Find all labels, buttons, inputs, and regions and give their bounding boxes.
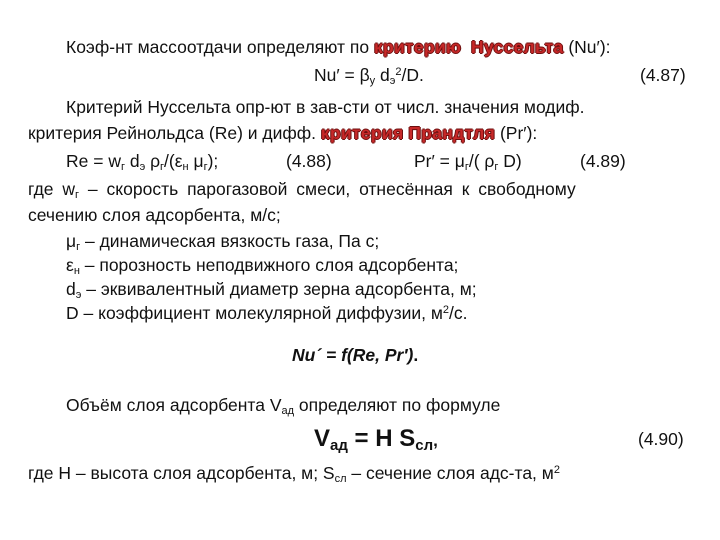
- def-sub: э: [75, 289, 82, 301]
- eq-text: Nu′ = β: [314, 65, 370, 85]
- volume-text: определяют по формуле: [294, 395, 501, 415]
- paragraph-line: [28, 122, 537, 144]
- def-text: – порозность неподвижного слоя адсорбента;: [79, 255, 459, 275]
- highlight-term: Прандтля: [408, 123, 496, 143]
- definition-mu: [66, 230, 379, 252]
- def-text: – динамическая вязкость газа, Па с;: [80, 231, 380, 251]
- paragraph-line: Критерий Нуссельта опр-ют в зав-сти от числ. значения модиф.: [66, 97, 585, 117]
- eq-text: /D.: [401, 65, 424, 85]
- def-text: – скорость парогазовой смеси, отнесённая к свободному: [79, 179, 576, 199]
- volume-text: Объём слоя адсорбента V: [66, 395, 282, 415]
- eq-sub: н: [182, 161, 189, 173]
- equation-4-90: [314, 424, 438, 456]
- eq-sub: у: [369, 75, 376, 87]
- paragraph-text: (Pr′):: [495, 123, 538, 143]
- equation-number: (4.89): [580, 151, 626, 171]
- def-text: /с.: [449, 303, 468, 323]
- eq-sub: ад: [330, 437, 348, 454]
- intro-suffix: (Nu′):: [563, 37, 611, 57]
- func-rhs: f(Re, Pr′): [341, 345, 414, 365]
- def-symbol: ε: [66, 255, 74, 275]
- intro-text: Коэф-нт массоотдачи определяют по: [66, 37, 374, 57]
- equation-4-88: [66, 150, 218, 172]
- intro-line: [66, 36, 611, 58]
- highlight-term: критерия: [320, 123, 404, 143]
- paragraph-text: критерия Рейнольдса (Re) и дифф.: [28, 123, 321, 143]
- last-sub: сл: [334, 473, 347, 485]
- eq-sup: 2: [395, 66, 402, 78]
- function-relation: [292, 344, 418, 366]
- last-text: где H – высота слоя адсорбента, м; S: [28, 463, 335, 483]
- def-symbol: μ: [66, 231, 77, 251]
- eq-sub: сл: [415, 437, 434, 454]
- eq-sub: г: [120, 161, 125, 173]
- eq-text: /(ε: [164, 151, 183, 171]
- eq-sub: э: [389, 75, 396, 87]
- eq-text: = H S: [347, 425, 416, 452]
- definition-D: [66, 302, 468, 324]
- def-sub: н: [73, 265, 80, 277]
- eq-text: /( ρ: [468, 151, 495, 171]
- definition-w-line1: [28, 178, 686, 200]
- equation-number: (4.90): [638, 429, 684, 449]
- def-symbol: d: [66, 279, 76, 299]
- eq-text: μ: [188, 151, 204, 171]
- eq-text: D): [498, 151, 522, 171]
- eq-text: d: [375, 65, 390, 85]
- equation-4-89: [414, 150, 522, 172]
- equation-number: (4.88): [286, 151, 332, 171]
- def-text: D – коэффициент молекулярной диффузии, м: [66, 303, 443, 323]
- equation-number: (4.87): [640, 65, 686, 85]
- highlight-term: Нуссельта: [471, 37, 564, 57]
- eq-text: Pr′ = μ: [414, 151, 465, 171]
- volume-sub: ад: [281, 405, 295, 417]
- eq-sub: э: [139, 161, 146, 173]
- last-text: – сечение слоя адс-та, м: [346, 463, 554, 483]
- func-lhs: Nu´ =: [292, 345, 342, 365]
- definition-eps: [66, 254, 458, 276]
- def-sup: 2: [442, 304, 450, 316]
- eq-text: ,: [433, 431, 438, 450]
- eq-sub: г: [464, 161, 469, 173]
- last-sup: 2: [553, 464, 560, 476]
- volume-line: [66, 394, 500, 416]
- eq-text: d: [124, 151, 140, 171]
- func-dot: .: [413, 345, 419, 365]
- def-sub: г: [76, 241, 81, 253]
- definition-w-line2: сечению слоя адсорбента, м/с;: [28, 205, 281, 225]
- eq-sub: г: [160, 161, 165, 173]
- height-definition: [28, 462, 560, 484]
- def-text: – эквивалентный диаметр зерна адсорбента, м;: [81, 279, 477, 299]
- eq-sub: г: [203, 161, 208, 173]
- eq-sub: г: [494, 161, 499, 173]
- highlight-term: критерию: [373, 37, 462, 57]
- definition-d: [66, 278, 477, 300]
- def-sub: г: [75, 189, 80, 201]
- eq-text: Re = w: [66, 151, 121, 171]
- eq-text: );: [207, 151, 219, 171]
- def-text: где w: [28, 179, 76, 199]
- equation-4-87: [314, 64, 424, 86]
- eq-text: ρ: [145, 151, 161, 171]
- eq-text: V: [314, 425, 331, 452]
